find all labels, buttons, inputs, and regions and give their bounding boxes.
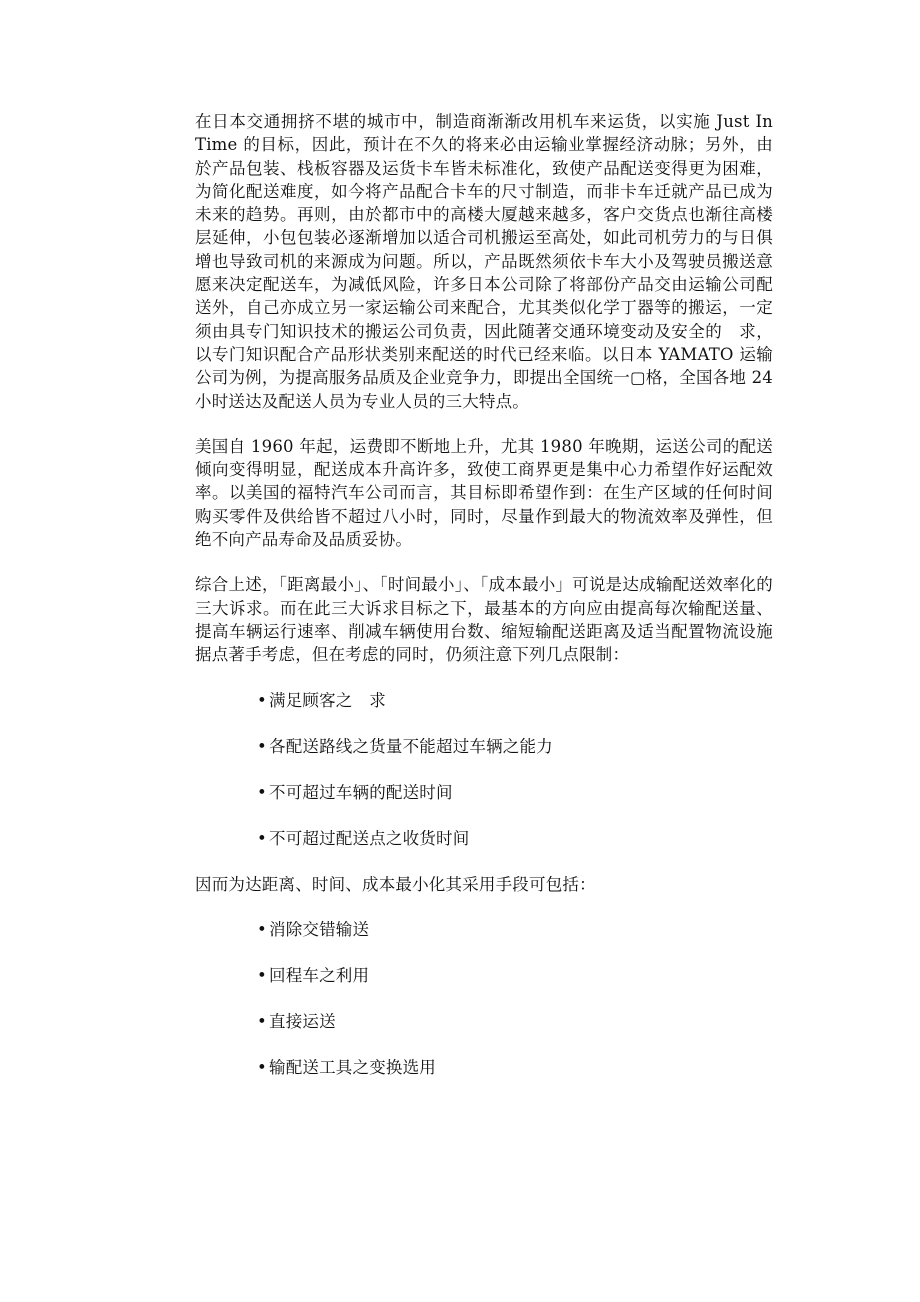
means-list (195, 918, 773, 1079)
bullet-icon: • (257, 736, 267, 756)
bullet-icon: • (257, 919, 267, 939)
means-intro: 因而为达距离、时间、成本最小化其采用手段可包括： (195, 874, 596, 894)
list-item: • 直接运送 (257, 1011, 336, 1031)
list-item: • 不可超过车辆的配送时间 (257, 782, 453, 802)
list-item: • 各配送路线之货量不能超过车辆之能力 (257, 736, 553, 756)
paragraph-summary: 综合上述，「距离最小」、「时间最小」、「成本最小」可说是达成输配送效率化的三大诉求。而在此三大诉求目标之下，最基本的方向应由提高每次输配送量、提高车辆运行速率、削减车辆使用台数、缩短输配送距离及适当配置物流设施据点著手考虑，但在考虑的同时，仍须注意下列几点限制： (195, 575, 773, 665)
bullet-icon: • (257, 1057, 267, 1077)
bullet-icon: • (257, 965, 267, 985)
bullet-icon: • (257, 782, 267, 802)
paragraph-japan: 在日本交通拥挤不堪的城市中，制造商渐渐改用机车来运货，以实施 Just In Time 的目标，因此，预计在不久的将来必由运输业掌握经济动脉；另外，由於产品包装、栈板容器及运货卡车皆未标准化，致使产品配送变得更为困难，为简化配送难度，如今将产品配合卡车的尺寸制造，而非卡车迁就产品已成为未来的趋势。再则，由於都市中的高楼大厦越来越多，客户交货点也渐往高楼层延伸，小包包装必逐渐增加以适合司机搬运至高处，如此司机劳力的与日俱增也导致司机的来源成为问题。所以，产品既然须依卡车大小及驾驶员搬送意愿来决定配送车，为减低风险，许多日本公司除了将部份产品交由运输公司配送外，自己亦成立另一家运输公司来配合，尤其类似化学丁器等的搬运，一定须由具专门知识技术的搬运公司负责，因此随著交通环境变动及安全的 求，以专门知识配合产品形状类别来配送的时代已经来临。以日本 YAMATO 运输公司为例，为提高服务品质及企业竞争力，即提出全国统一▢格，全国各地 24 小时送达及配送人员为专业人员的三大特点。 (195, 112, 773, 411)
list-item: • 满足顾客之 求 (257, 690, 386, 710)
paragraph-usa: 美国自 1960 年起，运费即不断地上升，尤其 1980 年晚期，运送公司的配送倾向变得明显，配送成本升高许多，致使工商界更是集中心力希望作好运配效率。以美国的福特汽车公司而言，其目标即希望作到：在生产区域的任何时间购买零件及供给皆不超过八小时，同时，尽量作到最大的物流效率及弹性，但绝不向产品寿命及品质妥协。 (195, 436, 773, 550)
list-item: • 回程车之利用 (257, 965, 370, 985)
bullet-icon: • (257, 1011, 267, 1031)
list-item: • 消除交错输送 (257, 919, 370, 939)
document-body (195, 110, 773, 1102)
list-item: • 不可超过配送点之收货时间 (257, 828, 470, 848)
bullet-icon: • (257, 690, 267, 710)
list-item: • 输配送工具之变换选用 (257, 1057, 436, 1077)
constraints-list (195, 689, 773, 850)
bullet-icon: • (257, 828, 267, 848)
